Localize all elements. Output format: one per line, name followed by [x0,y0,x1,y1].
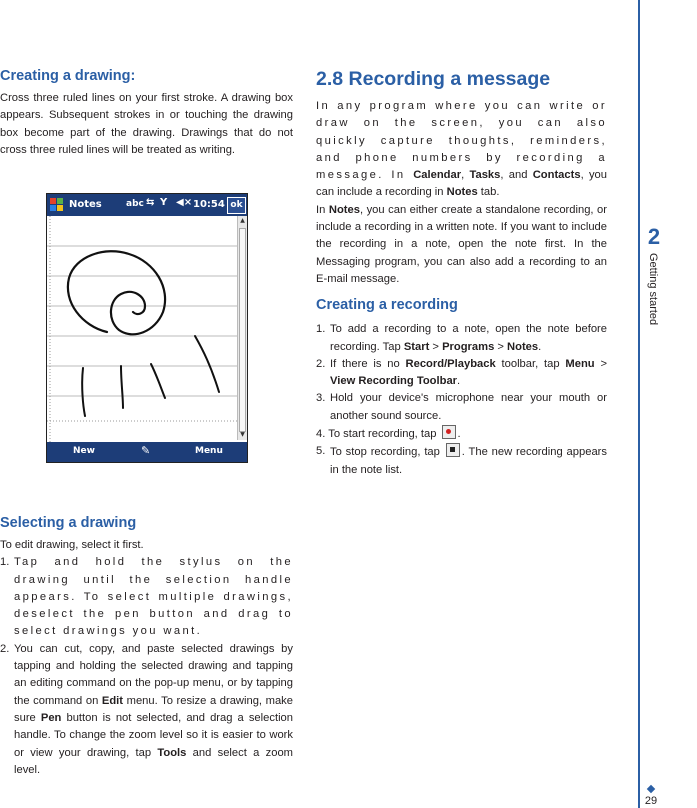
input-mode-icon[interactable]: abc [126,199,144,209]
device-title-bar [47,194,247,216]
creating-recording-heading: Creating a recording [316,297,458,314]
leg-stroke-4 [195,336,219,392]
signal-icon[interactable]: Y [160,197,168,208]
selecting-drawing-heading: Selecting a drawing [0,515,137,531]
clock[interactable]: 10:54 [193,199,225,210]
creating-drawing-heading: Creating a drawing: [0,68,136,84]
page-number: 29 [644,795,658,807]
scroll-down-icon[interactable]: ▼ [240,431,245,438]
leg-stroke-3 [151,364,165,398]
pen-icon[interactable]: ✎ [141,444,151,457]
recording-notes-paragraph: In Notes, you can either create a standalone recording, or include a recording in a written note. If you want to include the recording in a note, open the note first. In the Messaging program, you can also add a recording to an E-mail message. [316,203,607,285]
list-item: 1. To add a recording to a note, open the note before recording. Tap Start > Programs > Notes. [316,323,607,353]
leg-stroke-1 [82,368,85,416]
step-4: 4. To start recording, tap . [316,425,607,443]
list-item: 2. You can cut, copy, and paste selected drawings by tapping and holding the selected drawing and tapping an editing command on the pop-up menu, or by tapping the command on Edit menu. To resize a drawing, make sure Pen button is not selected, and drag a selection handle. To change the zoom level so it is easier to work or view your drawing, tap Tools and select a zoom level. [0,642,293,776]
selecting-intro: To edit drawing, select it first. [0,539,144,551]
windows-start-icon[interactable] [50,198,63,211]
ruled-lines [47,246,237,396]
stop-button-icon[interactable] [446,443,460,457]
left-column [0,66,293,159]
spiral-stroke [68,251,165,334]
volume-icon[interactable]: ◀× [176,197,193,208]
sidebar-rule [638,0,640,808]
list-item: 1. Tap and hold the stylus on the drawing until the selection handle appears. To select multiple drawings, deselect the pen button and drag to select drawings you want. [0,556,293,638]
chapter-number: 2 [647,224,661,249]
recording-steps-end [316,443,607,479]
recording-steps [316,321,607,425]
diamond-bullet-icon [647,785,655,793]
scroll-up-icon[interactable]: ▲ [240,217,245,224]
creating-drawing-body: Cross three ruled lines on your first stroke. A drawing box appears. Subsequent strokes in or touching the drawing box become part of the drawing. Drawings that do not cross three ruled lines will be treated as writing. [0,92,293,156]
recording-intro: In any program where you can write or draw on the screen, you can also quickly capture thoughts, reminders, and phone numbers by recording a message. In Calendar, Tasks, and Contacts, you can include a recording in Notes tab. [316,100,608,199]
menu-softkey[interactable]: Menu [195,446,223,456]
softkey-bar [47,442,247,462]
ok-button[interactable]: ok [227,197,246,214]
right-column [316,66,607,479]
vertical-scrollbar[interactable] [237,216,247,440]
network-icon[interactable]: ⇆ [146,197,155,208]
selecting-steps [0,554,293,779]
device-screenshot [46,193,248,463]
record-button-icon[interactable] [442,425,456,439]
list-item: 3. Hold your device's microphone near your mouth or another sound source. [316,392,607,422]
leg-stroke-2 [121,366,123,408]
scroll-thumb[interactable] [239,228,246,432]
list-item: 2. If there is no Record/Playback toolbar, tap Menu > View Recording Toolbar. [316,357,607,388]
section-heading: 2.8 Recording a message [316,68,551,90]
selecting-section [0,513,293,779]
chapter-title [645,253,661,326]
chapter-title-text: Getting started [647,253,659,326]
drawing-canvas[interactable] [47,216,237,442]
list-item: 5. To stop recording, tap . The new recording appears in the note list. [316,445,607,476]
app-title: Notes [69,199,102,210]
new-softkey[interactable]: New [73,446,95,456]
